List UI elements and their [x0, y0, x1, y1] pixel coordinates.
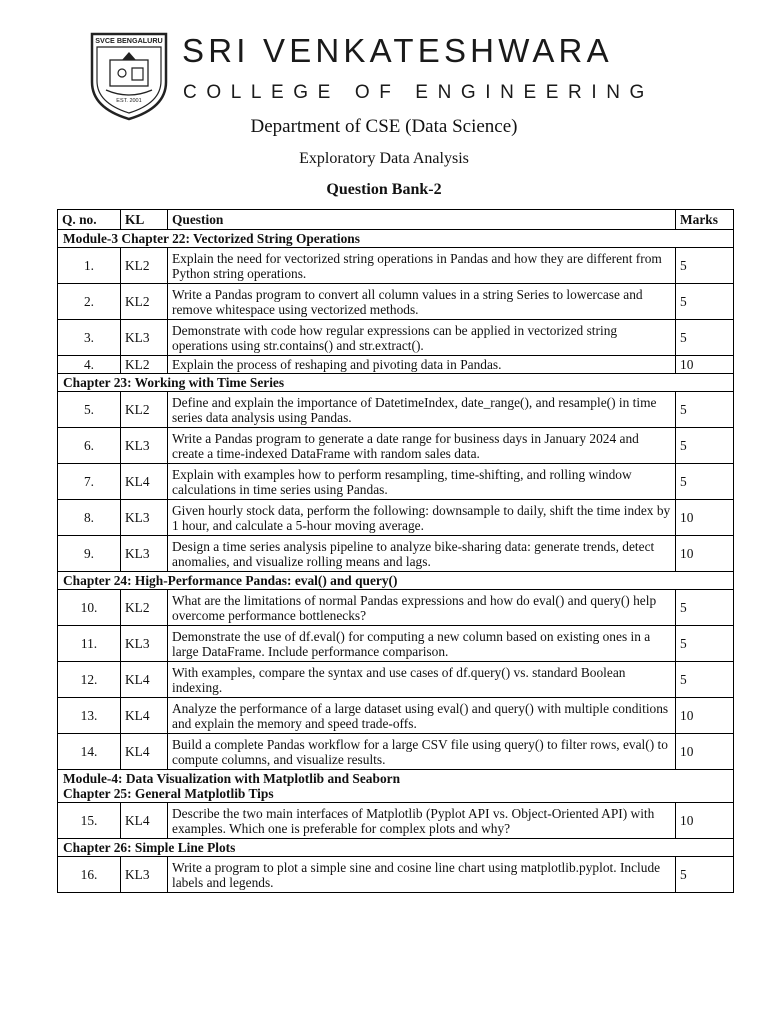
section-row: [58, 839, 734, 857]
knowledge-level: KL4: [121, 698, 168, 734]
section-row: [58, 230, 734, 248]
knowledge-level: KL4: [121, 662, 168, 698]
marks-value: 5: [676, 320, 734, 356]
question-number: 3.: [58, 320, 121, 356]
section-title: Module-3 Chapter 22: Vectorized String Operations: [58, 230, 734, 248]
table-row: [58, 284, 734, 320]
question-number: 4.: [58, 356, 121, 374]
question-text: Demonstrate the use of df.eval() for computing a new column based on existing ones in a large DataFrame. Include performance comparison.: [168, 626, 676, 662]
question-text: What are the limitations of normal Pandas expressions and how do eval() and query() help overcome performance bottlenecks?: [168, 590, 676, 626]
question-number: 7.: [58, 464, 121, 500]
table-row: [58, 392, 734, 428]
college-subtitle: COLLEGE OF ENGINEERING: [183, 82, 654, 103]
marks-value: 5: [676, 464, 734, 500]
marks-value: 10: [676, 500, 734, 536]
knowledge-level: KL3: [121, 320, 168, 356]
section-title: Chapter 24: High-Performance Pandas: eval() and query(): [58, 572, 734, 590]
question-text: Write a program to plot a simple sine and cosine line chart using matplotlib.pyplot. Include labels and legends.: [168, 857, 676, 893]
marks-value: 5: [676, 590, 734, 626]
marks-value: 10: [676, 356, 734, 374]
logo-text-bottom: EST. 2001: [116, 98, 142, 104]
marks-value: 10: [676, 536, 734, 572]
section-title: Chapter 23: Working with Time Series: [58, 374, 734, 392]
question-number: 8.: [58, 500, 121, 536]
question-number: 10.: [58, 590, 121, 626]
knowledge-level: KL3: [121, 428, 168, 464]
knowledge-level: KL2: [121, 356, 168, 374]
question-text: Write a Pandas program to generate a date range for business days in January 2024 and create a time-indexed DataFrame with random sales data.: [168, 428, 676, 464]
question-text: Given hourly stock data, perform the following: downsample to daily, shift the time index by 1 hour, and calculate a 5-hour moving average.: [168, 500, 676, 536]
table-row: [58, 320, 734, 356]
table-row: [58, 428, 734, 464]
marks-value: 5: [676, 248, 734, 284]
table-row: [58, 536, 734, 572]
question-text: Build a complete Pandas workflow for a large CSV file using query() to filter rows, eval() to compute columns, and visualize results.: [168, 734, 676, 770]
knowledge-level: KL3: [121, 536, 168, 572]
table-row: [58, 500, 734, 536]
section-row: [58, 572, 734, 590]
question-text: Explain the need for vectorized string operations in Pandas and how they are different from Python string operations.: [168, 248, 676, 284]
table-row: [58, 662, 734, 698]
logo-text-top: SVCE BENGALURU: [95, 36, 163, 45]
question-number: 14.: [58, 734, 121, 770]
question-text: Analyze the performance of a large dataset using eval() and query() with multiple conditions and explain the memory and speed trade-offs.: [168, 698, 676, 734]
question-number: 6.: [58, 428, 121, 464]
module-title: Module-4: Data Visualization with Matplotlib and Seaborn: [63, 771, 401, 786]
question-text: Define and explain the importance of DatetimeIndex, date_range(), and resample() in time series data analysis using Pandas.: [168, 392, 676, 428]
marks-value: 5: [676, 857, 734, 893]
header-kl: KL: [121, 210, 168, 230]
question-number: 16.: [58, 857, 121, 893]
question-number: 11.: [58, 626, 121, 662]
question-text: Write a Pandas program to convert all column values in a string Series to lowercase and remove whitespace using vectorized methods.: [168, 284, 676, 320]
table-row: [58, 590, 734, 626]
question-number: 13.: [58, 698, 121, 734]
table-row: [58, 698, 734, 734]
marks-value: 5: [676, 392, 734, 428]
question-number: 15.: [58, 803, 121, 839]
knowledge-level: KL2: [121, 392, 168, 428]
marks-value: 5: [676, 662, 734, 698]
question-number: 12.: [58, 662, 121, 698]
marks-value: 5: [676, 428, 734, 464]
question-text: Describe the two main interfaces of Matplotlib (Pyplot API vs. Object-Oriented API) with examples. Which one is preferable for complex plots and why?: [168, 803, 676, 839]
section-row: [58, 374, 734, 392]
marks-value: 10: [676, 698, 734, 734]
marks-value: 10: [676, 803, 734, 839]
question-text: With examples, compare the syntax and use cases of df.query() vs. standard Boolean indexing.: [168, 662, 676, 698]
table-row: [58, 626, 734, 662]
question-number: 9.: [58, 536, 121, 572]
marks-value: 5: [676, 626, 734, 662]
table-header-row: [58, 210, 734, 230]
question-number: 5.: [58, 392, 121, 428]
table-row: [58, 248, 734, 284]
table-row: [58, 803, 734, 839]
knowledge-level: KL3: [121, 626, 168, 662]
table-row: [58, 734, 734, 770]
question-text: Explain with examples how to perform resampling, time-shifting, and rolling window calculations in time series using Pandas.: [168, 464, 676, 500]
question-number: 1.: [58, 248, 121, 284]
knowledge-level: KL2: [121, 248, 168, 284]
knowledge-level: KL4: [121, 734, 168, 770]
header-marks: Marks: [676, 210, 734, 230]
marks-value: 5: [676, 284, 734, 320]
question-number: 2.: [58, 284, 121, 320]
header-question: Question: [168, 210, 676, 230]
table-row: [58, 464, 734, 500]
question-text: Demonstrate with code how regular expressions can be applied in vectorized string operations using str.contains() and str.extract().: [168, 320, 676, 356]
knowledge-level: KL3: [121, 857, 168, 893]
college-name: SRI VENKATESHWARA: [182, 32, 613, 69]
section-row: [58, 770, 734, 803]
section-title: Chapter 26: Simple Line Plots: [58, 839, 734, 857]
question-table: [57, 209, 734, 893]
question-bank-title: Question Bank-2: [326, 181, 442, 198]
department-title: Department of CSE (Data Science): [250, 116, 518, 137]
header-qno: Q. no.: [58, 210, 121, 230]
college-logo: [88, 30, 170, 122]
question-text: Explain the process of reshaping and pivoting data in Pandas.: [168, 356, 676, 374]
table-row: [58, 857, 734, 893]
knowledge-level: KL2: [121, 590, 168, 626]
knowledge-level: KL2: [121, 284, 168, 320]
table-row: [58, 356, 734, 374]
subject-title: Exploratory Data Analysis: [299, 150, 469, 167]
section-title-block: [58, 770, 734, 803]
knowledge-level: KL4: [121, 464, 168, 500]
chapter-title: Chapter 25: General Matplotlib Tips: [63, 786, 274, 801]
question-text: Design a time series analysis pipeline to analyze bike-sharing data: generate trends, detect anomalies, and visualize rolling means and lags.: [168, 536, 676, 572]
marks-value: 10: [676, 734, 734, 770]
knowledge-level: KL3: [121, 500, 168, 536]
knowledge-level: KL4: [121, 803, 168, 839]
